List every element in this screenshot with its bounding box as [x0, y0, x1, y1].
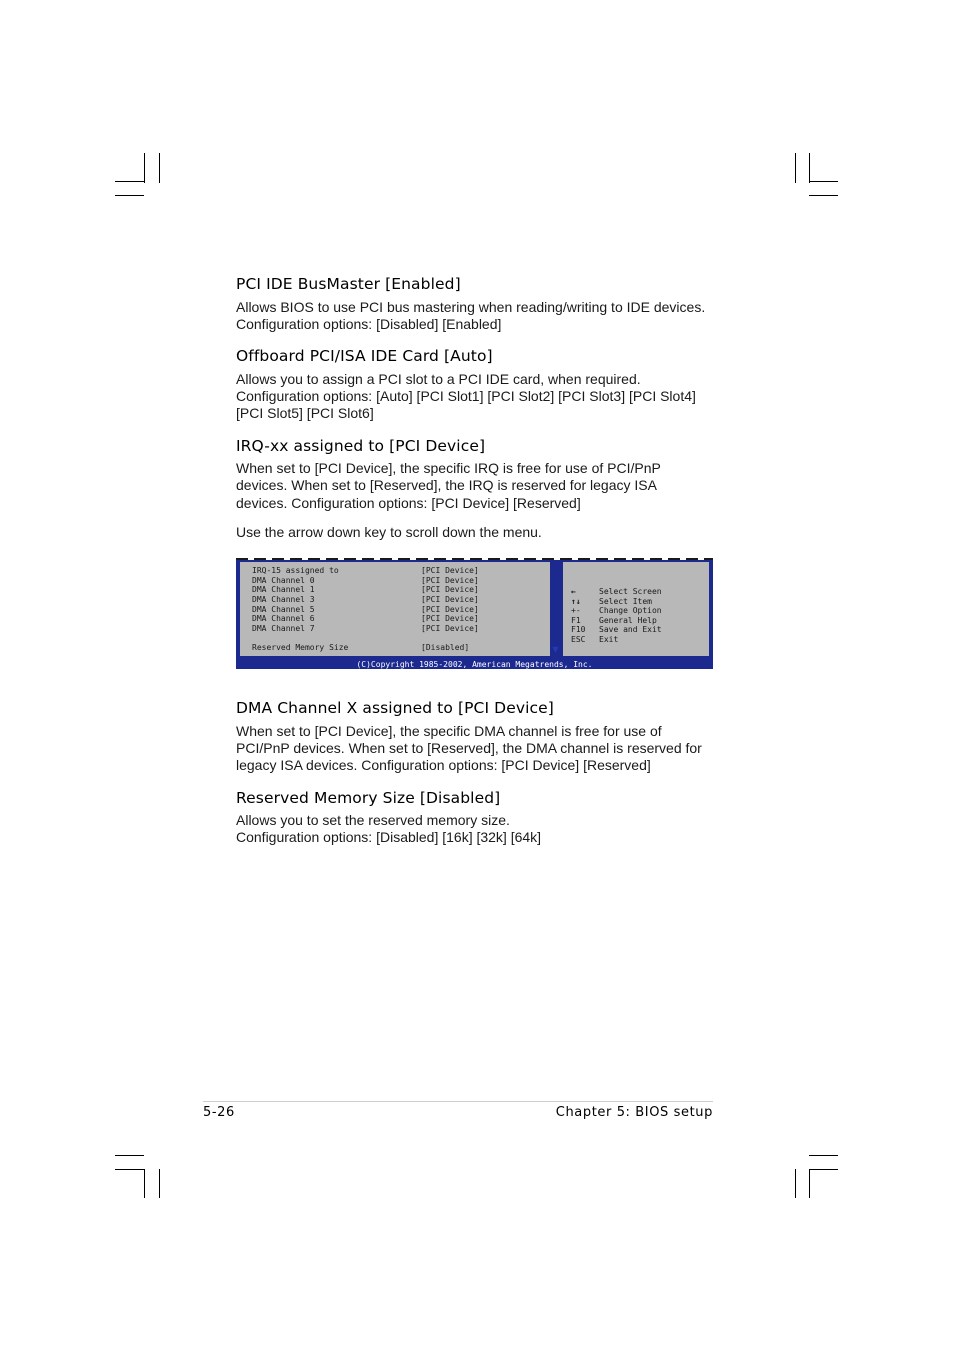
crop-mark: [809, 1155, 838, 1156]
bios-setting-label: DMA Channel 0: [252, 576, 315, 585]
bios-setting-label: DMA Channel 3: [252, 595, 315, 604]
bios-copyright-bar: (C)Copyright 1985-2002, American Megatrends, Inc.: [236, 660, 713, 669]
section-body-line: Allows you to set the reserved memory size.: [236, 812, 510, 828]
bios-setting-label: DMA Channel 7: [252, 624, 315, 633]
crop-mark: [159, 153, 160, 183]
bios-setting-value[interactable]: [PCI Device]: [421, 614, 479, 623]
crop-mark: [115, 181, 144, 182]
legend-desc: Save and Exit: [599, 625, 662, 634]
bios-frame: [236, 560, 713, 660]
section-heading: Offboard PCI/ISA IDE Card [Auto]: [236, 347, 493, 365]
legend-key: ESC: [571, 635, 586, 644]
bios-screen: [236, 558, 713, 669]
section-body-line: PCI/PnP devices. When set to [Reserved], the DMA channel is reserved for: [236, 740, 702, 756]
section-body-line: Configuration options: [Disabled] [16k] [32k] [64k]: [236, 829, 542, 845]
page-number: 5-26: [203, 1105, 235, 1120]
up-down-arrow-icon: ↑↓: [571, 597, 581, 606]
bios-setting-value[interactable]: [PCI Device]: [421, 585, 479, 594]
bios-setting-value[interactable]: [PCI Device]: [421, 595, 479, 604]
bios-setting-label: DMA Channel 5: [252, 605, 315, 614]
section-body-line: Configuration options: [Disabled] [Enabled]: [236, 316, 502, 332]
crop-mark: [115, 1155, 144, 1156]
section-body-line: Configuration options: [Auto] [PCI Slot1] [PCI Slot2] [PCI Slot3] [PCI Slot4]: [236, 388, 696, 404]
bios-setting-value[interactable]: [PCI Device]: [421, 605, 479, 614]
section-heading: Reserved Memory Size [Disabled]: [236, 789, 501, 807]
crop-mark: [809, 1169, 838, 1170]
section-body-line: Allows BIOS to use PCI bus mastering when reading/writing to IDE devices.: [236, 299, 706, 315]
legend-key: F10: [571, 625, 586, 634]
legend-desc: Change Option: [599, 606, 662, 615]
bios-key-legend: [563, 562, 709, 656]
bios-setting-value[interactable]: [Disabled]: [421, 643, 470, 652]
left-arrow-icon: ←: [571, 587, 576, 596]
bios-scrollbar[interactable]: [551, 562, 559, 652]
crop-mark: [809, 153, 810, 183]
section-body-line: Allows you to assign a PCI slot to a PCI IDE card, when required.: [236, 371, 641, 387]
section-body-line: legacy ISA devices. Configuration options: [PCI Device] [Reserved]: [236, 757, 651, 773]
scroll-note: Use the arrow down key to scroll down the menu.: [236, 524, 542, 540]
section-body-line: When set to [PCI Device], the specific DMA channel is free for use of: [236, 723, 662, 739]
crop-mark: [809, 195, 838, 196]
legend-key: +-: [571, 606, 581, 615]
section-heading: DMA Channel X assigned to [PCI Device]: [236, 699, 554, 717]
section-body-line: When set to [PCI Device], the specific IRQ is free for use of PCI/PnP: [236, 460, 661, 476]
crop-mark: [115, 195, 144, 196]
section-body-line: devices. When set to [Reserved], the IRQ is reserved for legacy ISA: [236, 477, 657, 493]
crop-mark: [115, 1169, 144, 1170]
crop-mark: [144, 1169, 145, 1198]
bios-setting-label: DMA Channel 6: [252, 614, 315, 623]
section-body-line: devices. Configuration options: [PCI Device] [Reserved]: [236, 495, 581, 511]
section-heading: PCI IDE BusMaster [Enabled]: [236, 275, 461, 293]
section-heading: IRQ-xx assigned to [PCI Device]: [236, 437, 486, 455]
bios-setting-value[interactable]: [PCI Device]: [421, 576, 479, 585]
bios-settings-panel: [240, 562, 550, 656]
bios-setting-value[interactable]: [PCI Device]: [421, 566, 479, 575]
crop-mark: [795, 153, 796, 183]
legend-desc: Select Screen: [599, 587, 662, 596]
legend-desc: Select Item: [599, 597, 652, 606]
crop-mark: [159, 1169, 160, 1198]
crop-mark: [809, 1169, 810, 1198]
crop-mark: [795, 1169, 796, 1198]
legend-desc: Exit: [599, 635, 619, 644]
section-body-line: [PCI Slot5] [PCI Slot6]: [236, 405, 374, 421]
legend-desc: General Help: [599, 616, 657, 625]
footer-rule: [203, 1101, 713, 1102]
bios-setting-label: DMA Channel 1: [252, 585, 315, 594]
crop-mark: [144, 153, 145, 183]
bios-setting-value[interactable]: [PCI Device]: [421, 624, 479, 633]
chapter-title: Chapter 5: BIOS setup: [555, 1105, 713, 1120]
legend-key: F1: [571, 616, 581, 625]
crop-mark: [809, 181, 838, 182]
bios-setting-label: IRQ-15 assigned to: [252, 566, 339, 575]
bios-setting-label: Reserved Memory Size: [252, 643, 349, 652]
scroll-down-arrow-icon[interactable]: ▼: [552, 645, 559, 654]
